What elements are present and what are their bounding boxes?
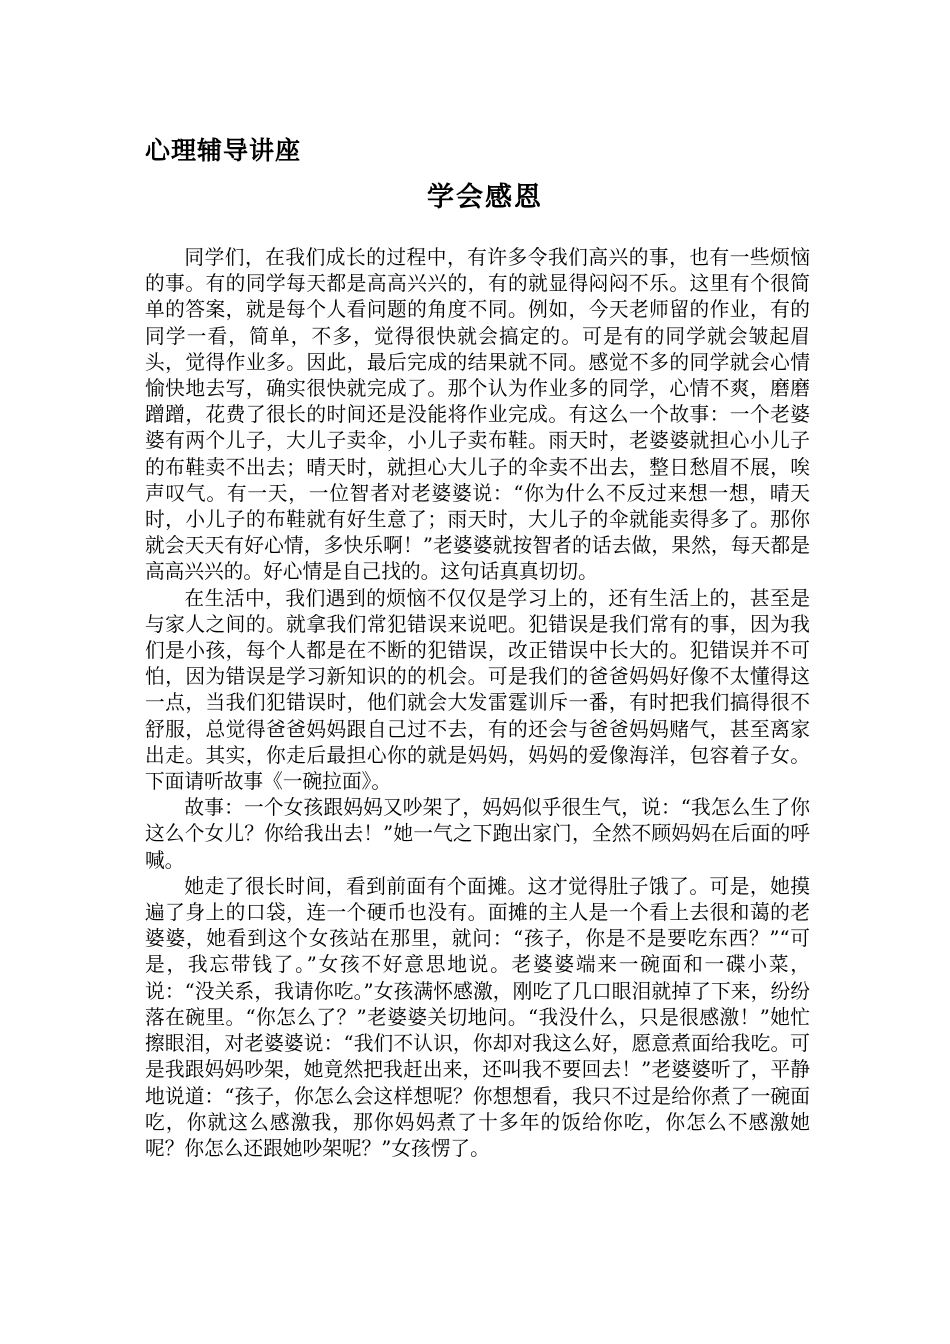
body-text — [145, 245, 810, 1162]
paragraph-1: 同学们，在我们成长的过程中，有许多令我们高兴的事，也有一些烦恼的事。有的同学每天都是高高兴兴的，有的就显得闷闷不乐。这里有个很简单的答案，就是每个人看问题的角度不同。例如，今天老师留的作业，有的同学一看，简单，不多，觉得很快就会搞定的。可是有的同学就会皱起眉头，觉得作业多。因此，最后完成的结果就不同。感觉不多的同学就会心情愉快地去写，确实很快就完成了。那个认为作业多的同学，心情不爽，磨磨蹭蹭，花费了很长的时间还是没能将作业完成。有这么一个故事：一个老婆婆有两个儿子，大儿子卖伞，小儿子卖布鞋。雨天时，老婆婆就担心小儿子的布鞋卖不出去；晴天时，就担心大儿子的伞卖不出去，整日愁眉不展，唉声叹气。有一天，一位智者对老婆婆说：“你为什么不反过来想一想，晴天时，小儿子的布鞋就有好生意了；雨天时，大儿子的伞就能卖得多了。那你就会天天有好心情，多快乐啊！”老婆婆就按智者的话去做，果然，每天都是高高兴兴的。好心情是自己找的。这句话真真切切。 — [145, 246, 810, 584]
lecture-title: 心理辅导讲座 — [145, 136, 302, 165]
paragraph-4: 她走了很长时间，看到前面有个面摊。这才觉得肚子饿了。可是，她摸遍了身上的口袋，连一个硬币也没有。面摊的主人是一个看上去很和蔼的老婆婆，她看到这个女孩站在那里，就问：“孩子，你是不是要吃东西？”“可是，我忘带钱了。”女孩不好意思地说。老婆婆端来一碗面和一碟小菜，说：“没关系，我请你吃。”女孩满怀感激，刚吃了几口眼泪就掉了下来，纷纷落在碗里。“你怎么了？”老婆婆关切地问。“我没什么，只是很感激！”她忙擦眼泪，对老婆婆说：“我们不认识，你却对我这么好，愿意煮面给我吃。可是我跟妈妈吵架，她竟然把我赶出来，还叫我不要回去！”老婆婆听了，平静地说道：“孩子，你怎么会这样想呢？你想想看，我只不过是给你煮了一碗面吃，你就这么感激我，那你妈妈煮了十多年的饭给你吃，你怎么不感激她呢？你怎么还跟她吵架呢？”女孩愣了。 — [145, 874, 810, 1160]
paragraph-2: 在生活中，我们遇到的烦恼不仅仅是学习上的，还有生活上的，甚至是与家人之间的。就拿我们常犯错误来说吧。犯错误是我们常有的事，因为我们是小孩，每个人都是在不断的犯错误，改正错误中长大的。犯错误并不可怕，因为错误是学习新知识的的机会。可是我们的爸爸妈妈好像不太懂得这一点，当我们犯错误时，他们就会大发雷霆训斥一番，有时把我们搞得很不舒服，总觉得爸爸妈妈跟自己过不去，有的还会与爸爸妈妈赌气，甚至离家出走。其实，你走后最担心你的就是妈妈，妈妈的爱像海洋，包容着子女。下面请听故事《一碗拉面》。 — [145, 586, 810, 794]
main-title: 学会感恩 — [427, 182, 543, 213]
paragraph-3: 故事：一个女孩跟妈妈又吵架了，妈妈似乎很生气，说：“我怎么生了你这么个女儿？你给我出去！”她一气之下跑出家门，全然不顾妈妈在后面的呼喊。 — [145, 796, 810, 872]
